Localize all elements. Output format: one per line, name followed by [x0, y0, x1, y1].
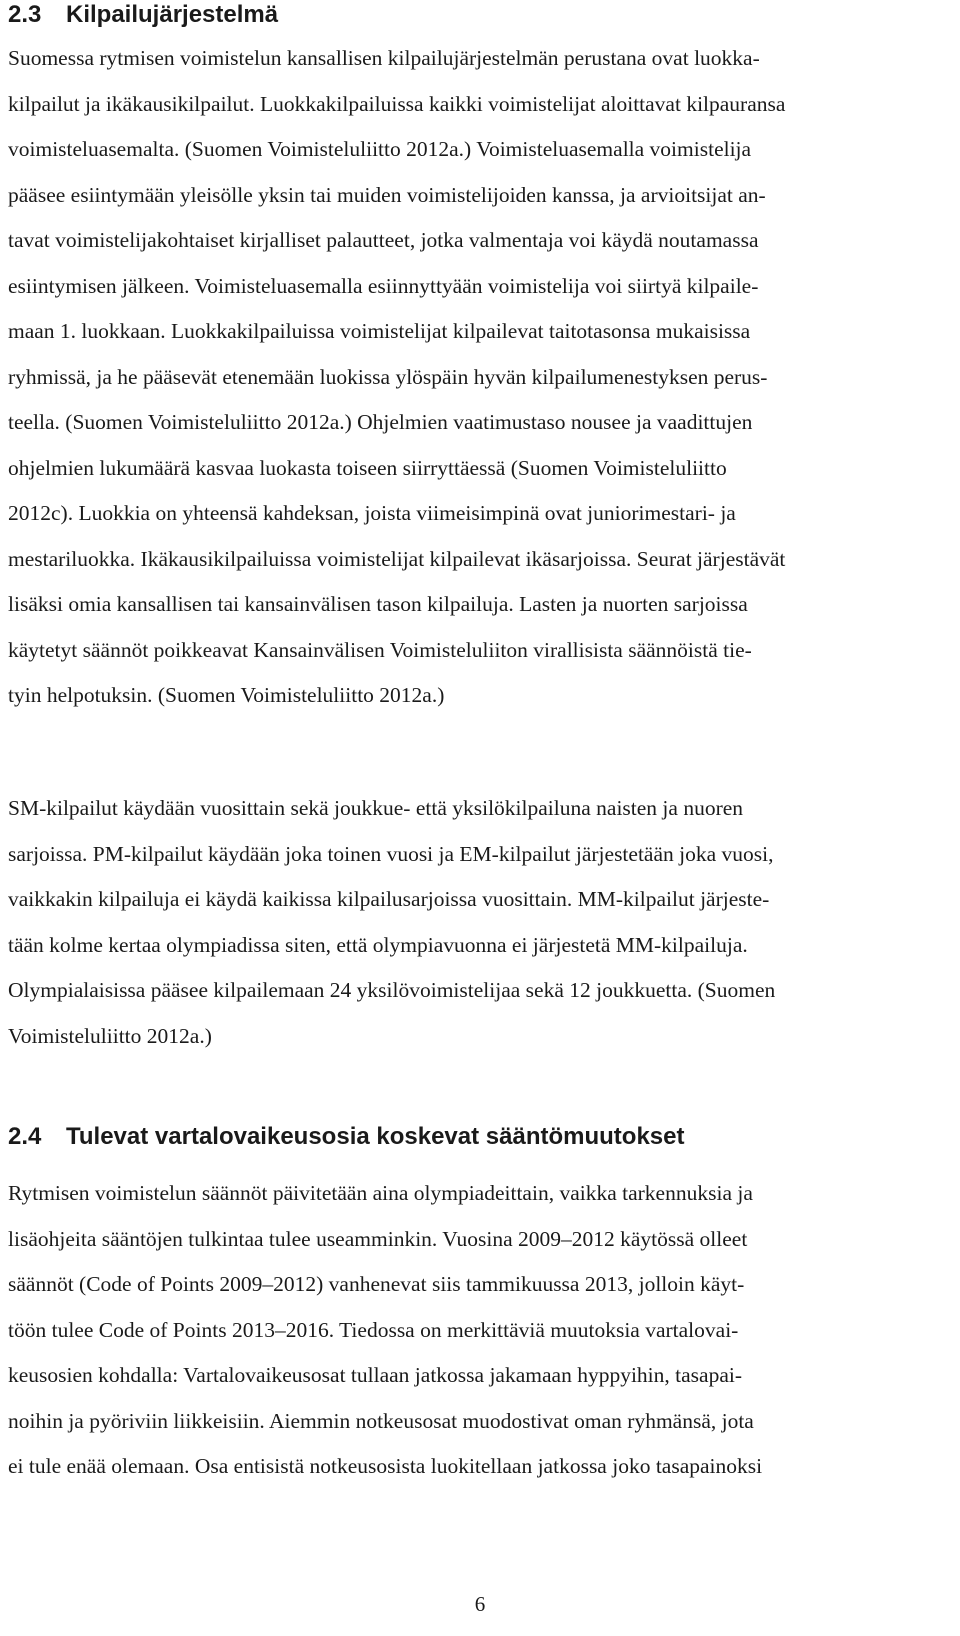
paragraph-line: tavat voimistelijakohtaiset kirjalliset palautteet, jotka valmentaja voi käydä noutamassa: [8, 228, 759, 252]
paragraph-line: lisäohjeita sääntöjen tulkintaa tulee useamminkin. Vuosina 2009–2012 käytössä olleet: [8, 1226, 748, 1251]
paragraph-line: Suomessa rytmisen voimistelun kansallisen kilpailujärjestelmän perustana ovat luokka-: [8, 46, 760, 70]
section-number: 2.4: [8, 1123, 42, 1150]
paragraph-line: pääsee esiintymään yleisölle yksin tai muiden voimistelijoiden kanssa, ja arvioitsijat an-: [8, 182, 766, 207]
paragraph-line: ohjelmien lukumäärä kasvaa luokasta toiseen siirryttäessä (Suomen Voimisteluliitto: [8, 455, 727, 480]
paragraph-line: ryhmissä, ja he pääsevät etenemään luokissa ylöspäin hyvän kilpailumenestyksen perus-: [8, 364, 768, 389]
paragraph-line: esiintymisen jälkeen. Voimisteluasemalla esiinnyttyään voimistelija voi siirtyä kilpaile-: [8, 273, 759, 298]
paragraph-line: vaikkakin kilpailuja ei käydä kaikissa kilpailusarjoissa vuosittain. MM-kilpailut järjeste-: [8, 887, 770, 911]
paragraph-line: lisäksi omia kansallisen tai kansainvälisen tason kilpailuja. Lasten ja nuorten sarjoissa: [8, 592, 748, 616]
paragraph-line: 2012c). Luokkia on yhteensä kahdeksan, joista viimeisimpinä ovat juniorimestari- ja: [8, 501, 736, 525]
section-number: 2.3: [8, 1, 42, 28]
paragraph-line: ei tule enää olemaan. Osa entisistä notkeusosista luokitellaan jatkossa joko tasapainoksi: [8, 1454, 763, 1478]
paragraph-line: maan 1. luokkaan. Luokkakilpailuissa voimistelijat kilpailevat taitotasonsa mukaisissa: [8, 319, 751, 343]
paragraph-line: Voimisteluliitto 2012a.): [8, 1023, 212, 1048]
paragraph-line: voimisteluasemalta. (Suomen Voimisteluliitto 2012a.) Voimisteluasemalla voimistelija: [8, 137, 752, 161]
paragraph-line: sarjoissa. PM-kilpailut käydään joka toinen vuosi ja EM-kilpailut järjestetään joka vuosi,: [8, 841, 774, 866]
paragraph-line: noihin ja pyöriviin liikkeisiin. Aiemmin notkeusosat muodostivat oman ryhmänsä, jota: [8, 1408, 754, 1433]
paragraph-line: teella. (Suomen Voimisteluliitto 2012a.) Ohjelmien vaatimustaso nousee ja vaadittujen: [8, 410, 753, 434]
paragraph-line: käytetyt säännöt poikkeavat Kansainvälisen Voimisteluliiton virallisista säännöistä tie-: [8, 637, 752, 662]
page-number: 6: [474, 1592, 486, 1616]
section-title: Tulevat vartalovaikeusosia koskevat sääntömuutokset: [66, 1123, 685, 1150]
section-heading-2-4: [8, 1123, 684, 1151]
paragraph-line: keusosien kohdalla: Vartalovaikeusosat tullaan jatkossa jakamaan hyppyihin, tasapai-: [8, 1363, 742, 1387]
paragraph-line: Rytmisen voimistelun säännöt päivitetään aina olympiadeittain, vaikka tarkennuksia ja: [8, 1181, 753, 1205]
section-heading-2-3: [8, 1, 278, 29]
paragraph-line: töön tulee Code of Points 2013–2016. Tiedossa on merkittäviä muutoksia vartalovai-: [8, 1317, 739, 1342]
paragraph-line: kilpailut ja ikäkausikilpailut. Luokkakilpailuissa kaikki voimistelijat aloittavat kilpauransa: [8, 91, 786, 116]
paragraph-line: Olympialaisissa pääsee kilpailemaan 24 yksilövoimistelijaa sekä 12 joukkuetta. (Suomen: [8, 978, 776, 1002]
paragraph-line: mestariluokka. Ikäkausikilpailuissa voimistelijat kilpailevat ikäsarjoissa. Seurat järjestävät: [8, 546, 786, 571]
paragraph-line: tään kolme kertaa olympiadissa siten, että olympiavuonna ei järjestetä MM-kilpailuja.: [8, 932, 748, 957]
paragraph-line: tyin helpotuksin. (Suomen Voimisteluliitto 2012a.): [8, 683, 445, 707]
paragraph-line: SM-kilpailut käydään vuosittain sekä joukkue- että yksilökilpailuna naisten ja nuoren: [8, 796, 744, 820]
section-title: Kilpailujärjestelmä: [66, 1, 279, 28]
paragraph-line: säännöt (Code of Points 2009–2012) vanhenevat siis tammikuussa 2013, jolloin käyt-: [8, 1272, 745, 1296]
